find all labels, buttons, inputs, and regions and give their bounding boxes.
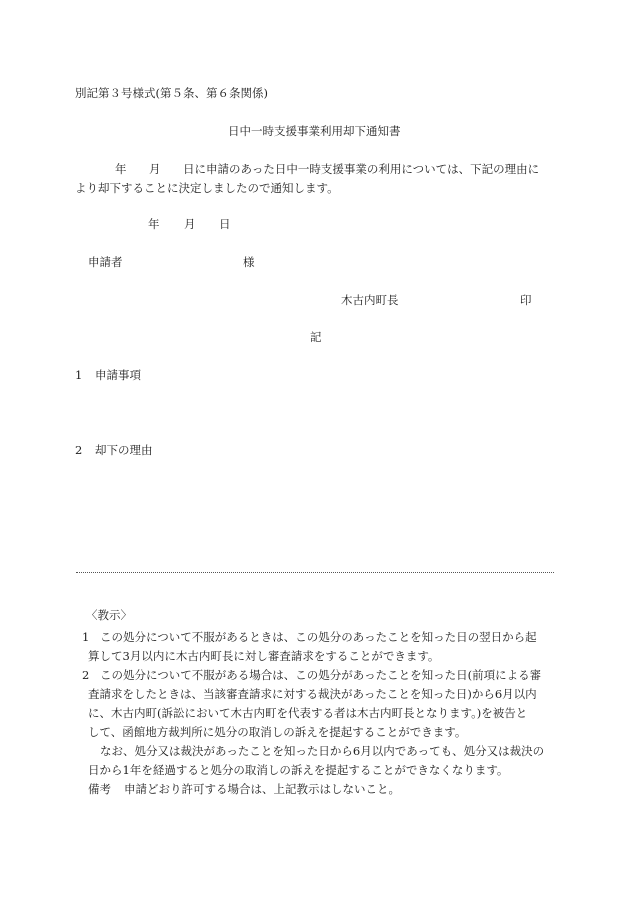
issuer-title: 木古内町長 xyxy=(341,293,399,307)
applicant-honorific: 様 xyxy=(243,255,255,269)
document-title: 日中一時支援事業利用却下通知書 xyxy=(228,124,401,138)
notice-2-number: 2 xyxy=(82,668,90,682)
date-day: 日 xyxy=(219,217,231,231)
seal-mark: 印 xyxy=(520,293,532,307)
intro-month: 月 xyxy=(149,162,161,176)
notice-2-line1: この処分について不服がある場合は、この処分があったことを知った日(前項による審 xyxy=(100,668,542,682)
intro-line1: 日に申請のあった日中一時支援事業の利用については、下記の理由に xyxy=(183,162,540,176)
notice-heading: 〈教示〉 xyxy=(86,608,132,622)
notice-1-number: 1 xyxy=(82,630,90,644)
date-year: 年 xyxy=(148,217,160,231)
intro-year: 年 xyxy=(115,162,127,176)
item-1-label: 申請事項 xyxy=(95,368,141,382)
intro-line2: より却下することに決定しましたので通知します。 xyxy=(75,181,339,195)
remark-label: 備考 xyxy=(88,782,111,796)
notice-2-line3: に、木古内町(訴訟において木古内町を代表する者は木古内町長となります。)を被告と xyxy=(88,706,528,720)
item-2-number: 2 xyxy=(75,443,83,457)
notice-1-line2: 算して3月以内に木古内町長に対し審査請求をすることができます。 xyxy=(88,649,440,663)
notice-2-line4: して、函館地方裁判所に処分の取消しの訴えを提起することができます。 xyxy=(88,725,467,739)
notice-2-line2: 査請求をしたときは、当該審査請求に対する裁決があったことを知った日)から6月以内 xyxy=(88,687,537,701)
item-1-number: 1 xyxy=(75,368,83,382)
cut-line-divider xyxy=(76,572,554,573)
ki-heading: 記 xyxy=(310,330,322,344)
notice-3-line1: なお、処分又は裁決があったことを知った日から6月以内であっても、処分又は裁決の xyxy=(100,744,545,758)
form-label: 別記第３号様式(第５条、第６条関係) xyxy=(75,86,268,100)
notice-1-line1: この処分について不服があるときは、この処分のあったことを知った日の翌日から起 xyxy=(100,630,537,644)
date-month: 月 xyxy=(184,217,196,231)
notice-3-line2: 日から1年を経過すると処分の取消しの訴えを提起することができなくなります。 xyxy=(88,763,509,777)
remark-text: 申請どおり許可する場合は、上記教示はしないこと。 xyxy=(124,782,400,796)
item-2-label: 却下の理由 xyxy=(95,443,153,457)
applicant-label: 申請者 xyxy=(88,255,123,269)
